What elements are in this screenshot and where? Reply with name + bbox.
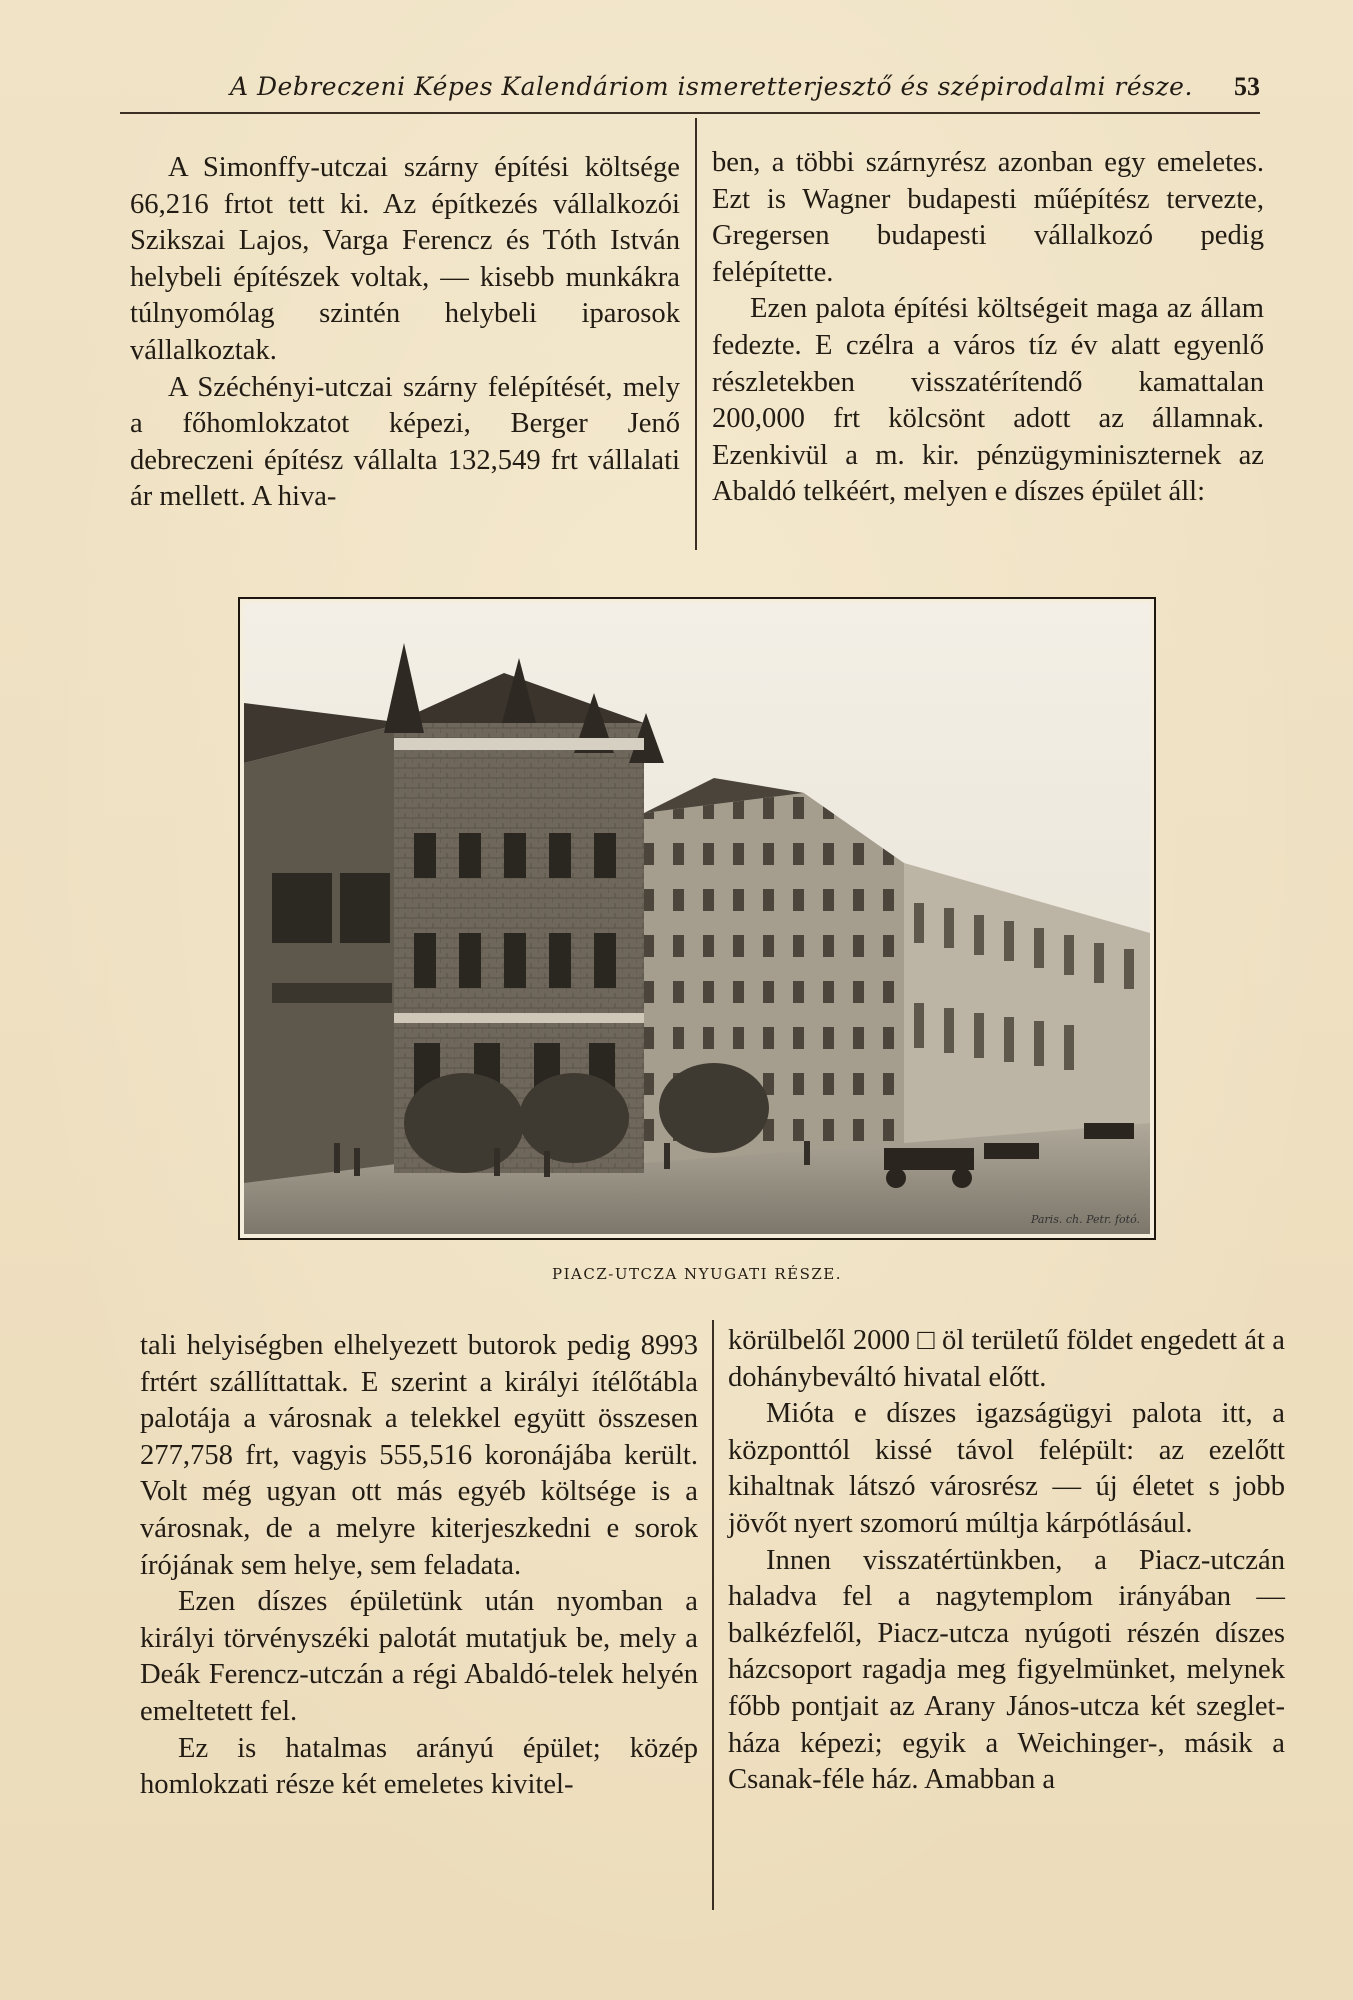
engraver-mark: Paris. ch. Petr. fotó. xyxy=(1030,1213,1140,1226)
figure-caption: PIACZ-UTCZA NYUGATI RÉSZE. xyxy=(552,1265,842,1283)
paragraph: körülbelől 2000 □ öl területű földet engedett át a dohánybeváltó hivatal előtt. xyxy=(728,1325,1285,1393)
column-divider-top xyxy=(695,118,697,550)
paragraph: Ezen díszes épületünk után nyomban a királyi törvényszéki palotát mutatjuk be, mely a Deák Ferencz-utczán a régi Abaldó-telek helyén emeltetett fel. xyxy=(140,1586,698,1727)
paragraph: Ezen palota építési költségeit maga az állam fedezte. E czélra a város tíz év alatt egyenlő részletekben visszatérítendő kamattalan 200,000 frt kölcsönt adott az államnak. Ezenkivül a m. kir. pénzügyminiszternek az Abaldó telkéért, melyen e díszes épület áll: xyxy=(712,293,1264,508)
paragraph: ben, a többi szárnyrész azonban egy emeletes. Ezt is Wagner budapesti műépítész tervezte, Gregersen budapesti vállalkozó pedig felépítette. xyxy=(712,147,1264,288)
paragraph: A Széchényi-utczai szárny felépítését, mely a főhomlokzatot képezi, Berger Jenő debreczeni építész vállalta 132,549 frt vállalati ár mellett. A hiva- xyxy=(130,371,680,513)
text-column-top-left xyxy=(130,150,680,516)
page-number: 53 xyxy=(1234,72,1260,101)
text-column-bottom-right xyxy=(728,1323,1285,1799)
street-photograph-icon xyxy=(244,603,1150,1234)
running-header xyxy=(120,72,1260,114)
street-photograph xyxy=(238,597,1156,1240)
text-column-bottom-left xyxy=(140,1328,698,1804)
paragraph: Ez is hatalmas arányú épület; közép homlokzati része két emeletes kivitel- xyxy=(140,1732,698,1801)
text-column-top-right xyxy=(712,145,1264,511)
column-divider-bottom xyxy=(712,1320,714,1910)
paragraph: A Simonffy-utczai szárny építési költsége 66,216 frtot tett ki. Az építkezés vállalkozói Szikszai Lajos, Varga Ferencz és Tóth István helybeli építészek voltak, — kisebb munkákra túlnyomólag szintén helybeli iparosok vállalkoztak. xyxy=(130,152,680,366)
paragraph: tali helyiségben elhelyezett butorok pedig 8993 frtért szállíttattak. E szerint a királyi ítélőtábla palotája a városnak a telekkel együtt összesen 277,758 frt, vagyis 555,516 koronájába került. Volt még ugyan ott más egyéb költsége is a városnak, de a melyre kiterjeszkedni e sorok írójának sem helye, sem feladata. xyxy=(140,1330,698,1581)
paragraph: Mióta e díszes igazságügyi palota itt, a központtól kissé távol felépült: az ezelőtt kihaltnak látszó városrész — új életet s jobb jövőt nyert szomorú múltja kárpótlásául. xyxy=(728,1398,1285,1539)
paragraph: Innen visszatértünkben, a Piacz-utczán haladva fel a nagytemplom irányában — balkézfelől, Piacz-utcza nyúgoti részén díszes házcsoport ragadja meg figyelmünket, melynek főbb pontjait az Arany János-utcza két szeglet-háza képezi; egyik a Weichinger-, másik a Csanak-féle ház. Amabban a xyxy=(728,1544,1285,1796)
header-title: A Debreczeni Képes Kalendáriom ismeretterjesztő és szépirodalmi része. xyxy=(230,72,1193,101)
